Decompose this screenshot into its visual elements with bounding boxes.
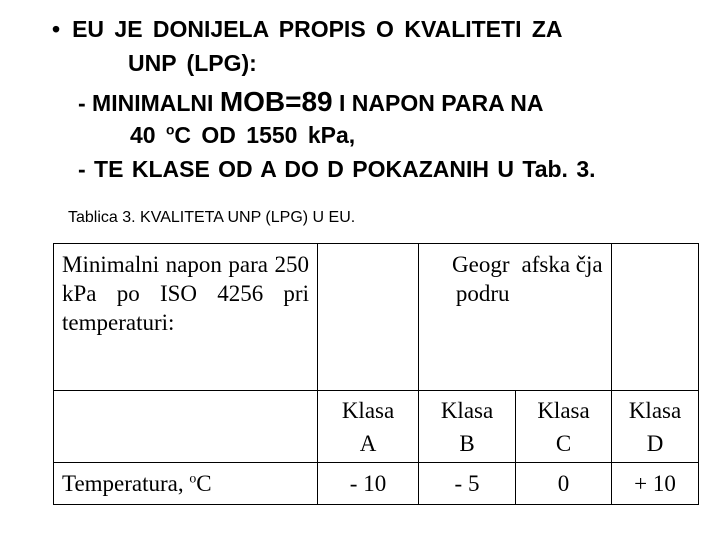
class-letter: B xyxy=(459,430,475,456)
table-row xyxy=(54,391,699,463)
min-pressure-label: Minimalni napon para 250 kPa po ISO 4256 pri temperaturi: xyxy=(54,244,318,391)
class-letter: A xyxy=(359,430,377,456)
geo-label-left: Geogr podru xyxy=(419,244,516,391)
bullet-line-1b: UNP (LPG): xyxy=(128,50,257,76)
bullet-line-1 xyxy=(52,16,563,43)
class-word: Klasa xyxy=(440,397,494,423)
quality-table xyxy=(53,243,699,505)
class-c-header xyxy=(516,391,612,463)
bullet-line-4: - TE KLASE OD A DO D POKAZANIH U Tab. 3. xyxy=(78,156,596,182)
class-c-value: 0 xyxy=(516,463,612,505)
class-letter: D xyxy=(646,430,664,456)
class-d-header xyxy=(612,391,699,463)
bullet-text-1: EU JE DONIJELA PROPIS O KVALITETI ZA xyxy=(72,16,563,42)
class-letter: C xyxy=(555,430,572,456)
line3-part-a: 40 xyxy=(130,122,166,148)
class-b-header xyxy=(419,391,516,463)
class-word: Klasa xyxy=(341,397,395,423)
line3-part-b: C OD 1550 kPa, xyxy=(174,122,356,148)
class-b-value: - 5 xyxy=(419,463,516,505)
empty-cell xyxy=(612,244,699,391)
table-row xyxy=(54,463,699,505)
empty-cell xyxy=(318,244,419,391)
geo-label-right: afska čja xyxy=(516,244,612,391)
class-word: Klasa xyxy=(537,397,590,423)
line2-part-a: - MINIMALNI xyxy=(78,90,220,116)
class-a-value: - 10 xyxy=(318,463,419,505)
line2-part-b: I NAPON PARA NA xyxy=(332,90,544,116)
degree-sup: o xyxy=(189,469,197,485)
class-word: Klasa xyxy=(628,397,682,423)
temperature-label xyxy=(54,463,318,505)
degree-sup: o xyxy=(165,122,175,138)
table-row xyxy=(54,244,699,391)
table-caption: Tablica 3. KVALITETA UNP (LPG) U EU. xyxy=(68,209,356,226)
bullet-icon: • xyxy=(52,16,61,42)
class-a-header xyxy=(318,391,419,463)
empty-cell xyxy=(54,391,318,463)
temp-unit: C xyxy=(196,470,212,496)
bullet-line-2 xyxy=(78,86,543,118)
class-d-value: + 10 xyxy=(612,463,699,505)
line2-mob: MOB=89 xyxy=(219,86,333,117)
bullet-line-3 xyxy=(130,122,355,149)
temp-label-text: Temperatura, xyxy=(62,470,190,496)
